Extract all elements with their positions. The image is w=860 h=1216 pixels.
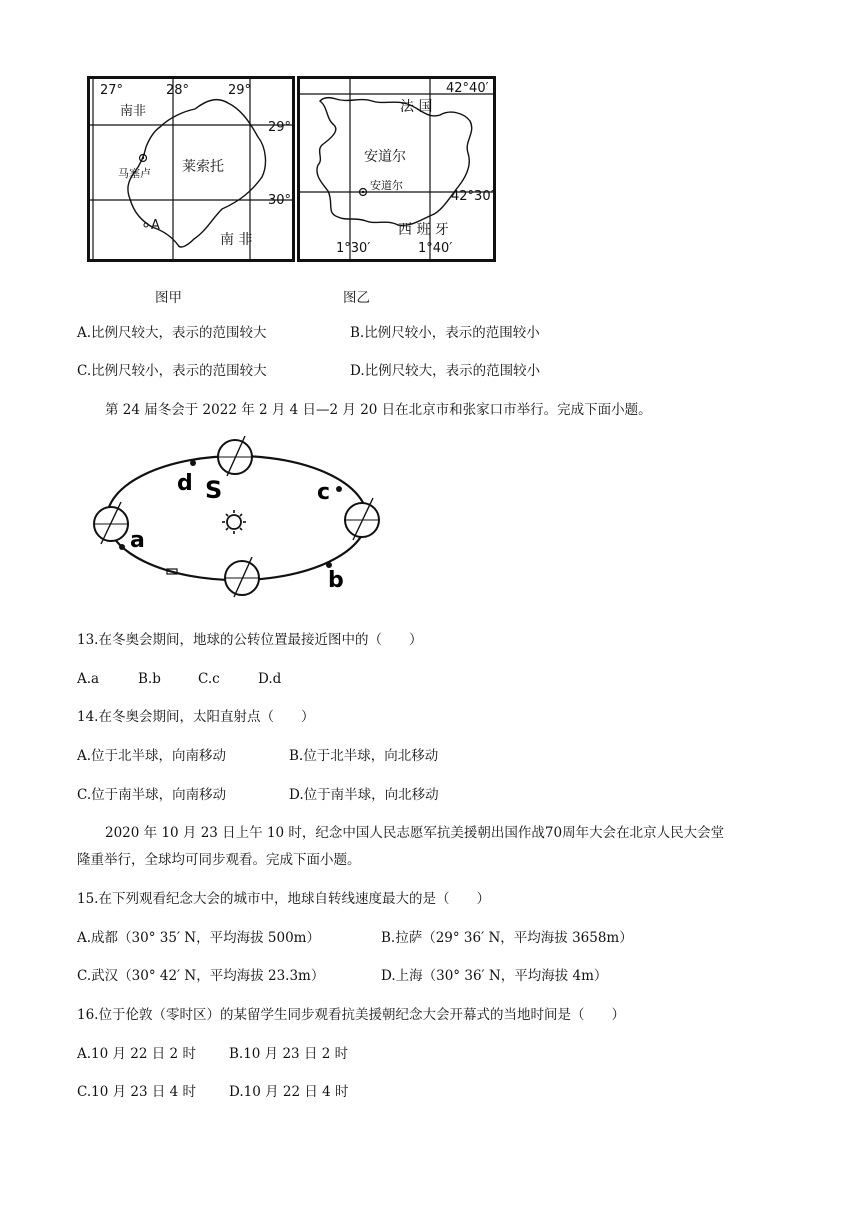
region-south-africa-south: 南 非 (220, 232, 253, 248)
intro-olympics: 第 24 届冬会于 2022 年 2 月 4 日—2 月 20 日在北京市和张家口市举行。完成下面小题。 (105, 402, 652, 418)
q16-option-a: A.10 月 22 日 2 时 (77, 1046, 196, 1062)
orbit-label-c: c (317, 480, 331, 505)
q12-option-a: A.比例尺较大，表示的范围较大 (77, 325, 267, 341)
lon-label-1-30: 1°30′ (336, 241, 371, 256)
orbit-label-a: a (130, 528, 145, 553)
country-spain: 西 班 牙 (398, 222, 449, 238)
earth-bottom-icon (225, 557, 259, 597)
region-south-africa-north: 南非 (120, 104, 147, 119)
orbit-label-s: S (205, 476, 223, 504)
q13-option-b: B.b (138, 671, 161, 687)
orbit-label-d: d (177, 471, 193, 496)
position-a-dot (119, 544, 125, 550)
q16-stem: 16.位于伦敦（零时区）的某留学生同步观看抗美援朝纪念大会开幕式的当地时间是（ ） (77, 1007, 625, 1023)
q13-option-c: C.c (198, 671, 220, 687)
lon-label-28: 28° (166, 83, 190, 98)
q12-option-d: D.比例尺较大，表示的范围较小 (350, 363, 541, 379)
earth-orbit-diagram (77, 432, 387, 607)
lesotho-map-figure (90, 79, 292, 259)
earth-left-icon (94, 502, 128, 544)
q12-option-c: C.比例尺较小，表示的范围较大 (77, 363, 267, 379)
q13-option-d: D.d (258, 671, 282, 687)
city-maseru: 马塞卢 (118, 167, 151, 180)
lat-label-42-40: 42°40′ (446, 81, 489, 96)
q15-option-a: A.成都（30° 35′ N，平均海拔 500m） (77, 930, 320, 946)
caption-yi: 图乙 (343, 290, 370, 306)
q14-option-b: B.位于北半球，向北移动 (289, 748, 439, 764)
q14-option-a: A.位于北半球，向南移动 (77, 748, 227, 764)
q16-option-b: B.10 月 23 日 2 时 (229, 1046, 349, 1062)
country-andorra: 安道尔 (364, 149, 406, 165)
earth-right-icon (345, 498, 379, 540)
q16-option-c: C.10 月 23 日 4 时 (77, 1084, 197, 1100)
q16-option-d: D.10 月 22 日 4 时 (229, 1084, 349, 1100)
position-c-dot (336, 486, 342, 492)
caption-jia: 图甲 (155, 290, 182, 306)
lon-label-27: 27° (100, 83, 124, 98)
q15-stem: 15.在下列观看纪念大会的城市中，地球自转线速度最大的是（ ） (77, 891, 490, 907)
lat-label-42-30: 42°30′ (451, 189, 493, 204)
q15-option-c: C.武汉（30° 42′ N，平均海拔 23.3m） (77, 968, 325, 984)
intro-commemoration-line2: 隆重举行，全球均可同步观看。完成下面小题。 (77, 852, 361, 868)
lon-label-1-40: 1°40′ (418, 241, 453, 256)
q14-stem: 14.在冬奥会期间，太阳直射点（ ） (77, 709, 315, 725)
q15-option-b: B.拉萨（29° 36′ N，平均海拔 3658m） (381, 930, 633, 946)
position-d-dot (190, 460, 196, 466)
andorra-map-figure (300, 79, 493, 259)
country-france: 法 国 (400, 99, 433, 115)
map-andorra (297, 76, 496, 262)
orbit-label-b: b (328, 568, 344, 593)
city-andorra: 安道尔 (370, 179, 403, 192)
q13-option-a: A.a (77, 671, 100, 687)
lon-label-29: 29° (228, 83, 252, 98)
map-lesotho (87, 76, 295, 262)
lat-label-29: 29° (268, 120, 292, 135)
q12-option-b: B.比例尺较小，表示的范围较小 (350, 325, 540, 341)
region-lesotho: 莱索托 (182, 159, 224, 175)
lat-label-30: 30° (268, 193, 292, 208)
q14-option-c: C.位于南半球，向南移动 (77, 787, 227, 803)
sun-icon (222, 510, 246, 534)
q14-option-d: D.位于南半球，向北移动 (289, 787, 439, 803)
point-a-label: A (151, 218, 160, 233)
q13-stem: 13.在冬奥会期间，地球的公转位置最接近图中的（ ） (77, 632, 423, 648)
intro-commemoration-line1: 2020 年 10 月 23 日上午 10 时，纪念中国人民志愿军抗美援朝出国作战70周年大会在北京人民大会堂 (105, 825, 725, 841)
earth-top-icon (218, 436, 252, 476)
q15-option-d: D.上海（30° 36′ N，平均海拔 4m） (381, 968, 608, 984)
